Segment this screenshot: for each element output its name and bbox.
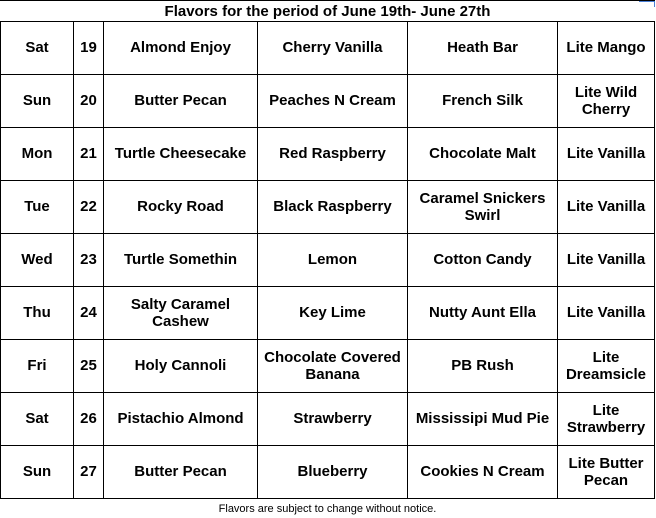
cell-selection-corner: [639, 1, 655, 7]
table-row: [0, 340, 655, 393]
flavor-cell: PB Rush: [408, 340, 558, 393]
day-cell: Sun: [0, 75, 74, 128]
table-row: [0, 446, 655, 499]
flavor-table: [0, 22, 655, 499]
lite-flavor-cell: Lite Butter Pecan: [558, 446, 655, 499]
page-title: [0, 0, 655, 22]
flavor-cell: Cookies N Cream: [408, 446, 558, 499]
flavor-cell: Chocolate Malt: [408, 128, 558, 181]
day-cell: Wed: [0, 234, 74, 287]
date-cell: 26: [74, 393, 104, 446]
day-cell: Sat: [0, 22, 74, 75]
flavor-cell: Turtle Somethin: [104, 234, 258, 287]
lite-flavor-cell: Lite Wild Cherry: [558, 75, 655, 128]
date-cell: 21: [74, 128, 104, 181]
day-cell: Fri: [0, 340, 74, 393]
table-row: [0, 128, 655, 181]
lite-flavor-cell: Lite Strawberry: [558, 393, 655, 446]
flavor-cell: Key Lime: [258, 287, 408, 340]
flavor-cell: French Silk: [408, 75, 558, 128]
flavor-cell: Caramel Snickers Swirl: [408, 181, 558, 234]
flavor-cell: Black Raspberry: [258, 181, 408, 234]
date-cell: 25: [74, 340, 104, 393]
day-cell: Sun: [0, 446, 74, 499]
day-cell: Tue: [0, 181, 74, 234]
lite-flavor-cell: Lite Dreamsicle: [558, 340, 655, 393]
flavor-cell: Rocky Road: [104, 181, 258, 234]
table-row: [0, 181, 655, 234]
date-cell: 22: [74, 181, 104, 234]
lite-flavor-cell: Lite Mango: [558, 22, 655, 75]
day-cell: Thu: [0, 287, 74, 340]
flavor-cell: Lemon: [258, 234, 408, 287]
flavor-cell: Holy Cannoli: [104, 340, 258, 393]
flavor-cell: Pistachio Almond: [104, 393, 258, 446]
lite-flavor-cell: Lite Vanilla: [558, 234, 655, 287]
flavor-cell: Chocolate Covered Banana: [258, 340, 408, 393]
day-cell: Sat: [0, 393, 74, 446]
flavor-cell: Salty Caramel Cashew: [104, 287, 258, 340]
flavor-cell: Turtle Cheesecake: [104, 128, 258, 181]
flavor-cell: Cherry Vanilla: [258, 22, 408, 75]
date-cell: 24: [74, 287, 104, 340]
table-row: [0, 393, 655, 446]
date-cell: 27: [74, 446, 104, 499]
flavor-cell: Butter Pecan: [104, 75, 258, 128]
flavor-cell: Mississipi Mud Pie: [408, 393, 558, 446]
disclaimer-footer: [0, 500, 655, 518]
flavor-cell: Blueberry: [258, 446, 408, 499]
table-row: [0, 75, 655, 128]
day-cell: Mon: [0, 128, 74, 181]
flavor-cell: Red Raspberry: [258, 128, 408, 181]
flavor-cell: Strawberry: [258, 393, 408, 446]
lite-flavor-cell: Lite Vanilla: [558, 128, 655, 181]
table-row: [0, 287, 655, 340]
date-cell: 23: [74, 234, 104, 287]
flavor-cell: Nutty Aunt Ella: [408, 287, 558, 340]
date-cell: 19: [74, 22, 104, 75]
flavor-cell: Butter Pecan: [104, 446, 258, 499]
lite-flavor-cell: Lite Vanilla: [558, 287, 655, 340]
lite-flavor-cell: Lite Vanilla: [558, 181, 655, 234]
footer-text: Flavors are subject to change without notice.: [218, 503, 437, 515]
table-row: [0, 22, 655, 75]
flavor-cell: Peaches N Cream: [258, 75, 408, 128]
flavor-cell: Cotton Candy: [408, 234, 558, 287]
date-cell: 20: [74, 75, 104, 128]
flavor-cell: Almond Enjoy: [104, 22, 258, 75]
flavor-cell: Heath Bar: [408, 22, 558, 75]
table-row: [0, 234, 655, 287]
title-text: Flavors for the period of June 19th- June 27th: [164, 2, 491, 20]
